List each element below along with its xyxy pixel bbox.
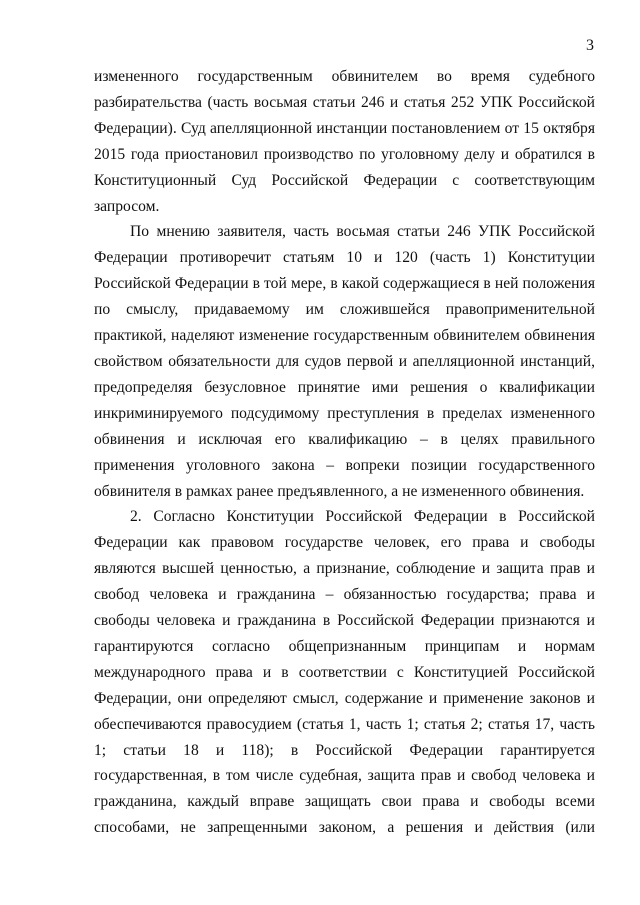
- paragraph-applicant-position: По мнению заявителя, часть восьмая статьи 246 УПК Российской Федерации противоречит статьям 10 и 120 (часть 1) Конституции Российской Федерации в той мере, в какой содержащиеся в ней положения по смыслу, придаваемому им сложившейся правоприменительной практикой, наделяют изменение государственным обвинителем обвинения свойством обязательности для судов первой и апелляционной инстанций, предопределяя безусловное принятие ими решения о квалификации инкриминируемого подсудимому преступления в пределах измененного обвинения и исключая его квалификацию – в целях правильного применения уголовного закона – вопреки позиции государственного обвинителя в рамках ранее предъявленного, а не измененного обвинения.: [94, 223, 595, 500]
- document-body: [94, 64, 595, 841]
- paragraph-section-2: 2. Согласно Конституции Российской Федерации в Российской Федерации как правовом государстве человек, его права и свободы являются высшей ценностью, а признание, соблюдение и защита прав и свобод человека и гражданина – обязанностью государства; права и свободы человека и гражданина в Российской Федерации признаются и гарантируются согласно общепризнанным принципам и нормам международного права и в соответствии с Конституцией Российской Федерации, они определяют смысл, содержание и применение законов и обеспечиваются правосудием (статья 1, часть 1; статья 2; статья 17, часть 1; статьи 18 и 118); в Российской Федерации гарантируется государственная, в том числе судебная, защита прав и свобод человека и гражданина, каждый вправе защищать свои права и свободы всеми способами, не запрещенными законом, а решения и действия (или: [94, 508, 595, 837]
- page-number: 3: [586, 37, 594, 54]
- paragraph-continuation: измененного государственным обвинителем во время судебного разбирательства (часть восьмая статьи 246 и статья 252 УПК Российской Федерации). Суд апелляционной инстанции постановлением от 15 октября 2015 года приостановил производство по уголовному делу и обратился в Конституционный Суд Российской Федерации с соответствующим запросом.: [94, 68, 595, 215]
